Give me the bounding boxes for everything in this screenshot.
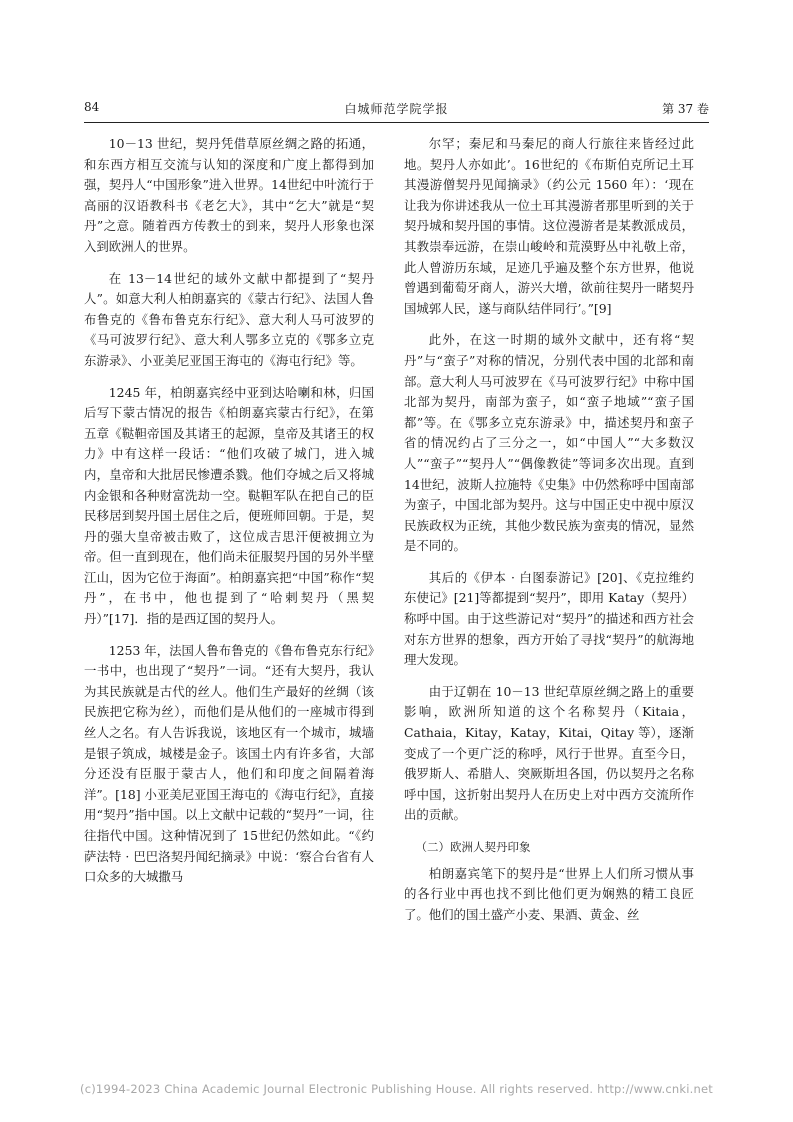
header-rule — [84, 122, 709, 123]
paragraph: 尔罕；秦尼和马秦尼的商人行旅往来皆经过此地。契丹人亦如此’。16世纪的《布斯伯克所记土耳其漫游僧契丹见闻摘录》（约公元 1560 年）：‘现在让我为你讲述我从一位土耳其漫游者那里听到的关于契丹城和契丹国的事情。这位漫游者是某教派成员，其教崇奉远游，在崇山峻岭和荒漠野丛中礼敬上帝，此人曾游历东域，足迹几乎遍及整个东方世界，他说曾遇到葡萄牙商人，游兴大增，欲前往契丹一睹契丹国城郭人民，遂与商队结伴同行’。”[9] — [404, 136, 694, 316]
paragraph: 由于辽朝在 10－13 世纪草原丝绸之路上的重要影响，欧洲所知道的这个名称契丹（Kitaia，Cathaia，Kitay，Katay，Kitai，Qitay 等），逐渐变成了一个更广泛的称呼，风行于世界。直至今日，俄罗斯人、希腊人、突厥斯坦各国，仍以契丹之名称呼中国，这折射出契丹人在历史上对中西方交流所作出的贡献。 — [404, 683, 694, 823]
copyright-footer: (c)1994-2023 China Academic Journal Electronic Publishing House. All rights reserved. http://www.cnki.net — [80, 1082, 713, 1096]
paragraph: 1253 年，法国人鲁布鲁克的《鲁布鲁克东行纪》一书中，也出现了“契丹”一词。“还有大契丹，我认为其民族就是古代的丝人。他们生产最好的丝绸（该民族把它称为丝），而他们是从他们的一座城市得到丝人之名。有人告诉我说，该地区有一个城市，城墙是银子筑成，城楼是金子。该国土内有许多省，大部分还没有臣服于蒙古人，他们和印度之间隔着海洋”。[18] 小亚美尼亚国王海屯的《海屯行纪》，直接用“契丹”指中国。以上文献中记载的“契丹”一词，往往指代中国。这种情况到了 15世纪仍然如此。“《约萨法特 · 巴巴洛契丹闻纪摘录》中说：‘察合台省有人口众多的大城撒马 — [84, 642, 374, 885]
section-heading: （二）欧洲人契丹印象 — [415, 840, 531, 854]
right-column — [404, 134, 694, 936]
journal-title: 白城师范学院学报 — [344, 102, 449, 116]
page-number: 84 — [84, 100, 100, 114]
paragraph: 10－13 世纪，契丹凭借草原丝绸之路的拓通，和东西方相互交流与认知的深度和广度上都得到加强，契丹人“中国形象”进入世界。14世纪中叶流行于高丽的汉语教科书《老乞大》，其中“乞大”就是“契丹”之意。随着西方传教士的到来，契丹人形象也深入到欧洲人的世界。 — [84, 136, 374, 254]
paragraph: 1245 年，柏朗嘉宾经中亚到达哈喇和林，归国后写下蒙古情况的报告《柏朗嘉宾蒙古行纪》，在第五章《鞑靼帝国及其诸王的起源，皇帝及其诸王的权力》中有这样一段话：“他们攻破了城门，进入城内，皇帝和大批居民惨遭杀戮。他们夺城之后又将城内金银和各种财富洗劫一空。鞑靼军队在把自己的臣民移居到契丹国土居住之后，便班师回朝。于是，契丹的强大皇帝被击败了，这位成吉思汗便被拥立为帝。但一直到现在，他们尚未征服契丹国的另外半壁江山，因为它位于海面”。柏朗嘉宾把“中国”称作“契丹”，在书中，他也提到了“哈剌契丹（黑契丹）”[17]．指的是西辽国的契丹人。 — [84, 384, 374, 627]
volume-label: 第 37 卷 — [662, 102, 709, 116]
paragraph: 柏朗嘉宾笔下的契丹是“世界上人们所习惯从事的各行业中再也找不到比他们更为娴熟的精工良匠了。他们的国土盛产小麦、果酒、黄金、丝 — [404, 865, 694, 922]
left-column — [84, 134, 374, 899]
paragraph: 在 13－14世纪的域外文献中都提到了“契丹人”。如意大利人柏朗嘉宾的《蒙古行纪》、法国人鲁布鲁克的《鲁布鲁克东行纪》、意大利人马可波罗的《马可波罗行纪》、意大利人鄂多立克的《鄂多立克东游录》、小亚美尼亚国王海屯的《海屯行纪》等。 — [84, 270, 374, 368]
paragraph: 此外，在这一时期的域外文献中，还有将“契丹”与“蛮子”对称的情况，分别代表中国的北部和南部。意大利人马可波罗在《马可波罗行纪》中称中国北部为契丹，南部为蛮子，如“蛮子地域”“蛮子国都”等。在《鄂多立克东游录》中，描述契丹和蛮子省的情况约占了三分之一，如“中国人”“大多数汉人”“蛮子”“契丹人”“偶像教徒”等词多次出现。直到 14世纪，波斯人拉施特《史集》中仍然称呼中国南部为蛮子，中国北部为契丹。这与中国正史中视中原汉民族政权为正统，其他少数民族为蛮夷的情况，显然是不同的。 — [404, 332, 694, 554]
paragraph: 其后的《伊本 · 白图泰游记》[20]、《克拉维约东使记》[21]等都提到“契丹”，即用 Katay（契丹）称呼中国。由于这些游记对“契丹”的描述和西方社会对东方世界的想象，西方开始了寻找“契丹”的航海地理大发现。 — [404, 569, 694, 668]
running-header — [84, 100, 709, 120]
